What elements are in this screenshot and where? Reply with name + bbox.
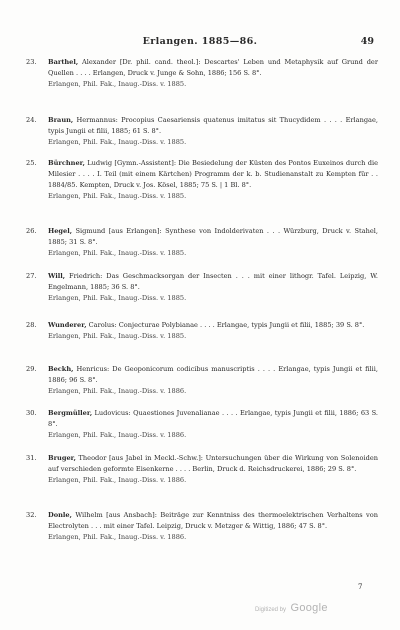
entry-text: Henricus: De Geoponicorum codicibus manuscriptis . . . . Erlangae, typis Jungii et filii, 1886; 96 S. 8°. xyxy=(48,365,378,384)
bibliography-entry xyxy=(26,408,378,441)
entry-body xyxy=(48,408,378,430)
entry-author: Will, xyxy=(48,272,66,280)
entry-dissertation-note: Erlangen, Phil. Fak., Inaug.-Diss. v. 1886. xyxy=(48,476,187,484)
entry-dissertation-note: Erlangen, Phil. Fak., Inaug.-Diss. v. 1886. xyxy=(48,431,187,439)
watermark-brand: Google xyxy=(290,602,328,614)
entry-dissertation-note: Erlangen, Phil. Fak., Inaug.-Diss. v. 1885. xyxy=(48,294,187,302)
entry-text: Ludwig [Gymn.-Assistent]: Die Besiedelung der Küsten des Pontos Euxeinos durch die Milesier . . . . I. Teil (mit einem Kärtchen) Programm der k. b. Studienanstalt zu Kempten für . . 1884/85. Kempten, Druck v. Jos. Kösel, 1885; 75 S. | 1 Bl. 8°. xyxy=(48,159,378,189)
entry-number: 28. xyxy=(26,321,37,329)
entry-number: 31. xyxy=(26,454,37,462)
entry-dissertation-note: Erlangen, Phil. Fak., Inaug.-Diss. v. 1885. xyxy=(48,332,187,340)
bibliography-entry xyxy=(26,364,378,397)
entry-author: Beckh, xyxy=(48,365,74,373)
entry-author: Bürchner, xyxy=(48,159,85,167)
bibliography-entry xyxy=(26,510,378,543)
entry-body xyxy=(48,57,378,79)
entry-body xyxy=(48,364,378,386)
entry-text: Alexander [Dr. phil. cand. theol.]: Descartes' Leben und Metaphysik auf Grund der Quellen . . . . Erlangen, Druck v. Junge & Sohn, 1886; 156 S. 8°. xyxy=(48,58,378,77)
entry-text: Hermannus: Procopius Caesariensis quatenus imitatus sit Thucydidem . . . . Erlangae, typis Jungii et filii, 1885; 61 S. 8°. xyxy=(48,116,378,135)
entry-text: Wilhelm [aus Ansbach]: Beiträge zur Kenntniss des thermoelektrischen Verhaltens von Electrolyten . . . mit einer Tafel. Leipzig, Druck v. Metzger & Wittig, 1886; 47 S. 8°. xyxy=(48,511,378,530)
entry-body xyxy=(48,226,378,248)
entry-dissertation-note: Erlangen, Phil. Fak., Inaug.-Diss. v. 1886. xyxy=(48,387,187,395)
entry-author: Hegel, xyxy=(48,227,73,235)
entry-body xyxy=(48,453,378,475)
entry-author: Barthel, xyxy=(48,58,79,66)
entry-number: 25. xyxy=(26,159,37,167)
bibliography-entry xyxy=(26,158,378,202)
entry-dissertation-note: Erlangen, Phil. Fak., Inaug.-Diss. v. 1885. xyxy=(48,249,187,257)
entry-author: Bergmüller, xyxy=(48,409,93,417)
entry-body xyxy=(48,510,378,532)
entry-number: 32. xyxy=(26,511,37,519)
entry-number: 23. xyxy=(26,58,37,66)
bibliography-entry xyxy=(26,271,378,304)
entry-dissertation-note: Erlangen, Phil. Fak., Inaug.-Diss. v. 1885. xyxy=(48,80,187,88)
bibliography-entry xyxy=(26,57,378,90)
bibliography-entry xyxy=(26,115,378,148)
page-header xyxy=(0,36,400,50)
entry-text: Friedrich: Das Geschmacksorgan der Insecten . . . mit einer lithogr. Tafel. Leipzig, W. Engelmann, 1885; 36 S. 8°. xyxy=(48,272,378,291)
entry-author: Wunderer, xyxy=(48,321,87,329)
page-number: 49 xyxy=(360,36,374,47)
entry-text: Carolus: Conjecturae Polybianae . . . . Erlangae, typis Jungii et filii, 1885; 39 S. 8°. xyxy=(88,321,365,329)
entry-number: 26. xyxy=(26,227,37,235)
bibliography-entry xyxy=(26,320,378,342)
watermark-prefix: Digitized by xyxy=(255,607,287,613)
entry-author: Donle, xyxy=(48,511,72,519)
entry-number: 29. xyxy=(26,365,37,373)
entry-text: Sigmund [aus Erlangen]: Synthese von Indolderivaten . . . Würzburg, Druck v. Stahel, 1885; 31 S. 8°. xyxy=(48,227,378,246)
entry-number: 24. xyxy=(26,116,37,124)
entry-body xyxy=(48,320,378,331)
bibliography-entry xyxy=(26,453,378,486)
entry-author: Bruger, xyxy=(48,454,76,462)
entry-dissertation-note: Erlangen, Phil. Fak., Inaug.-Diss. v. 1885. xyxy=(48,138,187,146)
bibliography-entry xyxy=(26,226,378,259)
entry-dissertation-note: Erlangen, Phil. Fak., Inaug.-Diss. v. 1885. xyxy=(48,192,187,200)
entry-body xyxy=(48,115,378,137)
entry-number: 27. xyxy=(26,272,37,280)
signature-mark: 7 xyxy=(358,583,363,591)
entry-text: Theodor [aus Jabel in Meckl.-Schw.]: Untersuchungen über die Wirkung von Solenoiden auf verschieden geformte Eisenkerne . . . . Berlin, Druck d. Reichsdruckerei, 1886; 29 S. 8°. xyxy=(48,454,378,473)
entry-text: Ludovicus: Quaestiones Juvenalianae . . . . Erlangae, typis Jungii et filii, 1886; 63 S. 8°. xyxy=(48,409,378,428)
entry-author: Braun, xyxy=(48,116,74,124)
running-title: Erlangen. 1885—86. xyxy=(142,36,258,47)
digitized-watermark xyxy=(255,598,328,616)
entry-body xyxy=(48,271,378,293)
entry-body xyxy=(48,158,378,191)
entry-dissertation-note: Erlangen, Phil. Fak., Inaug.-Diss. v. 1886. xyxy=(48,533,187,541)
entry-number: 30. xyxy=(26,409,37,417)
